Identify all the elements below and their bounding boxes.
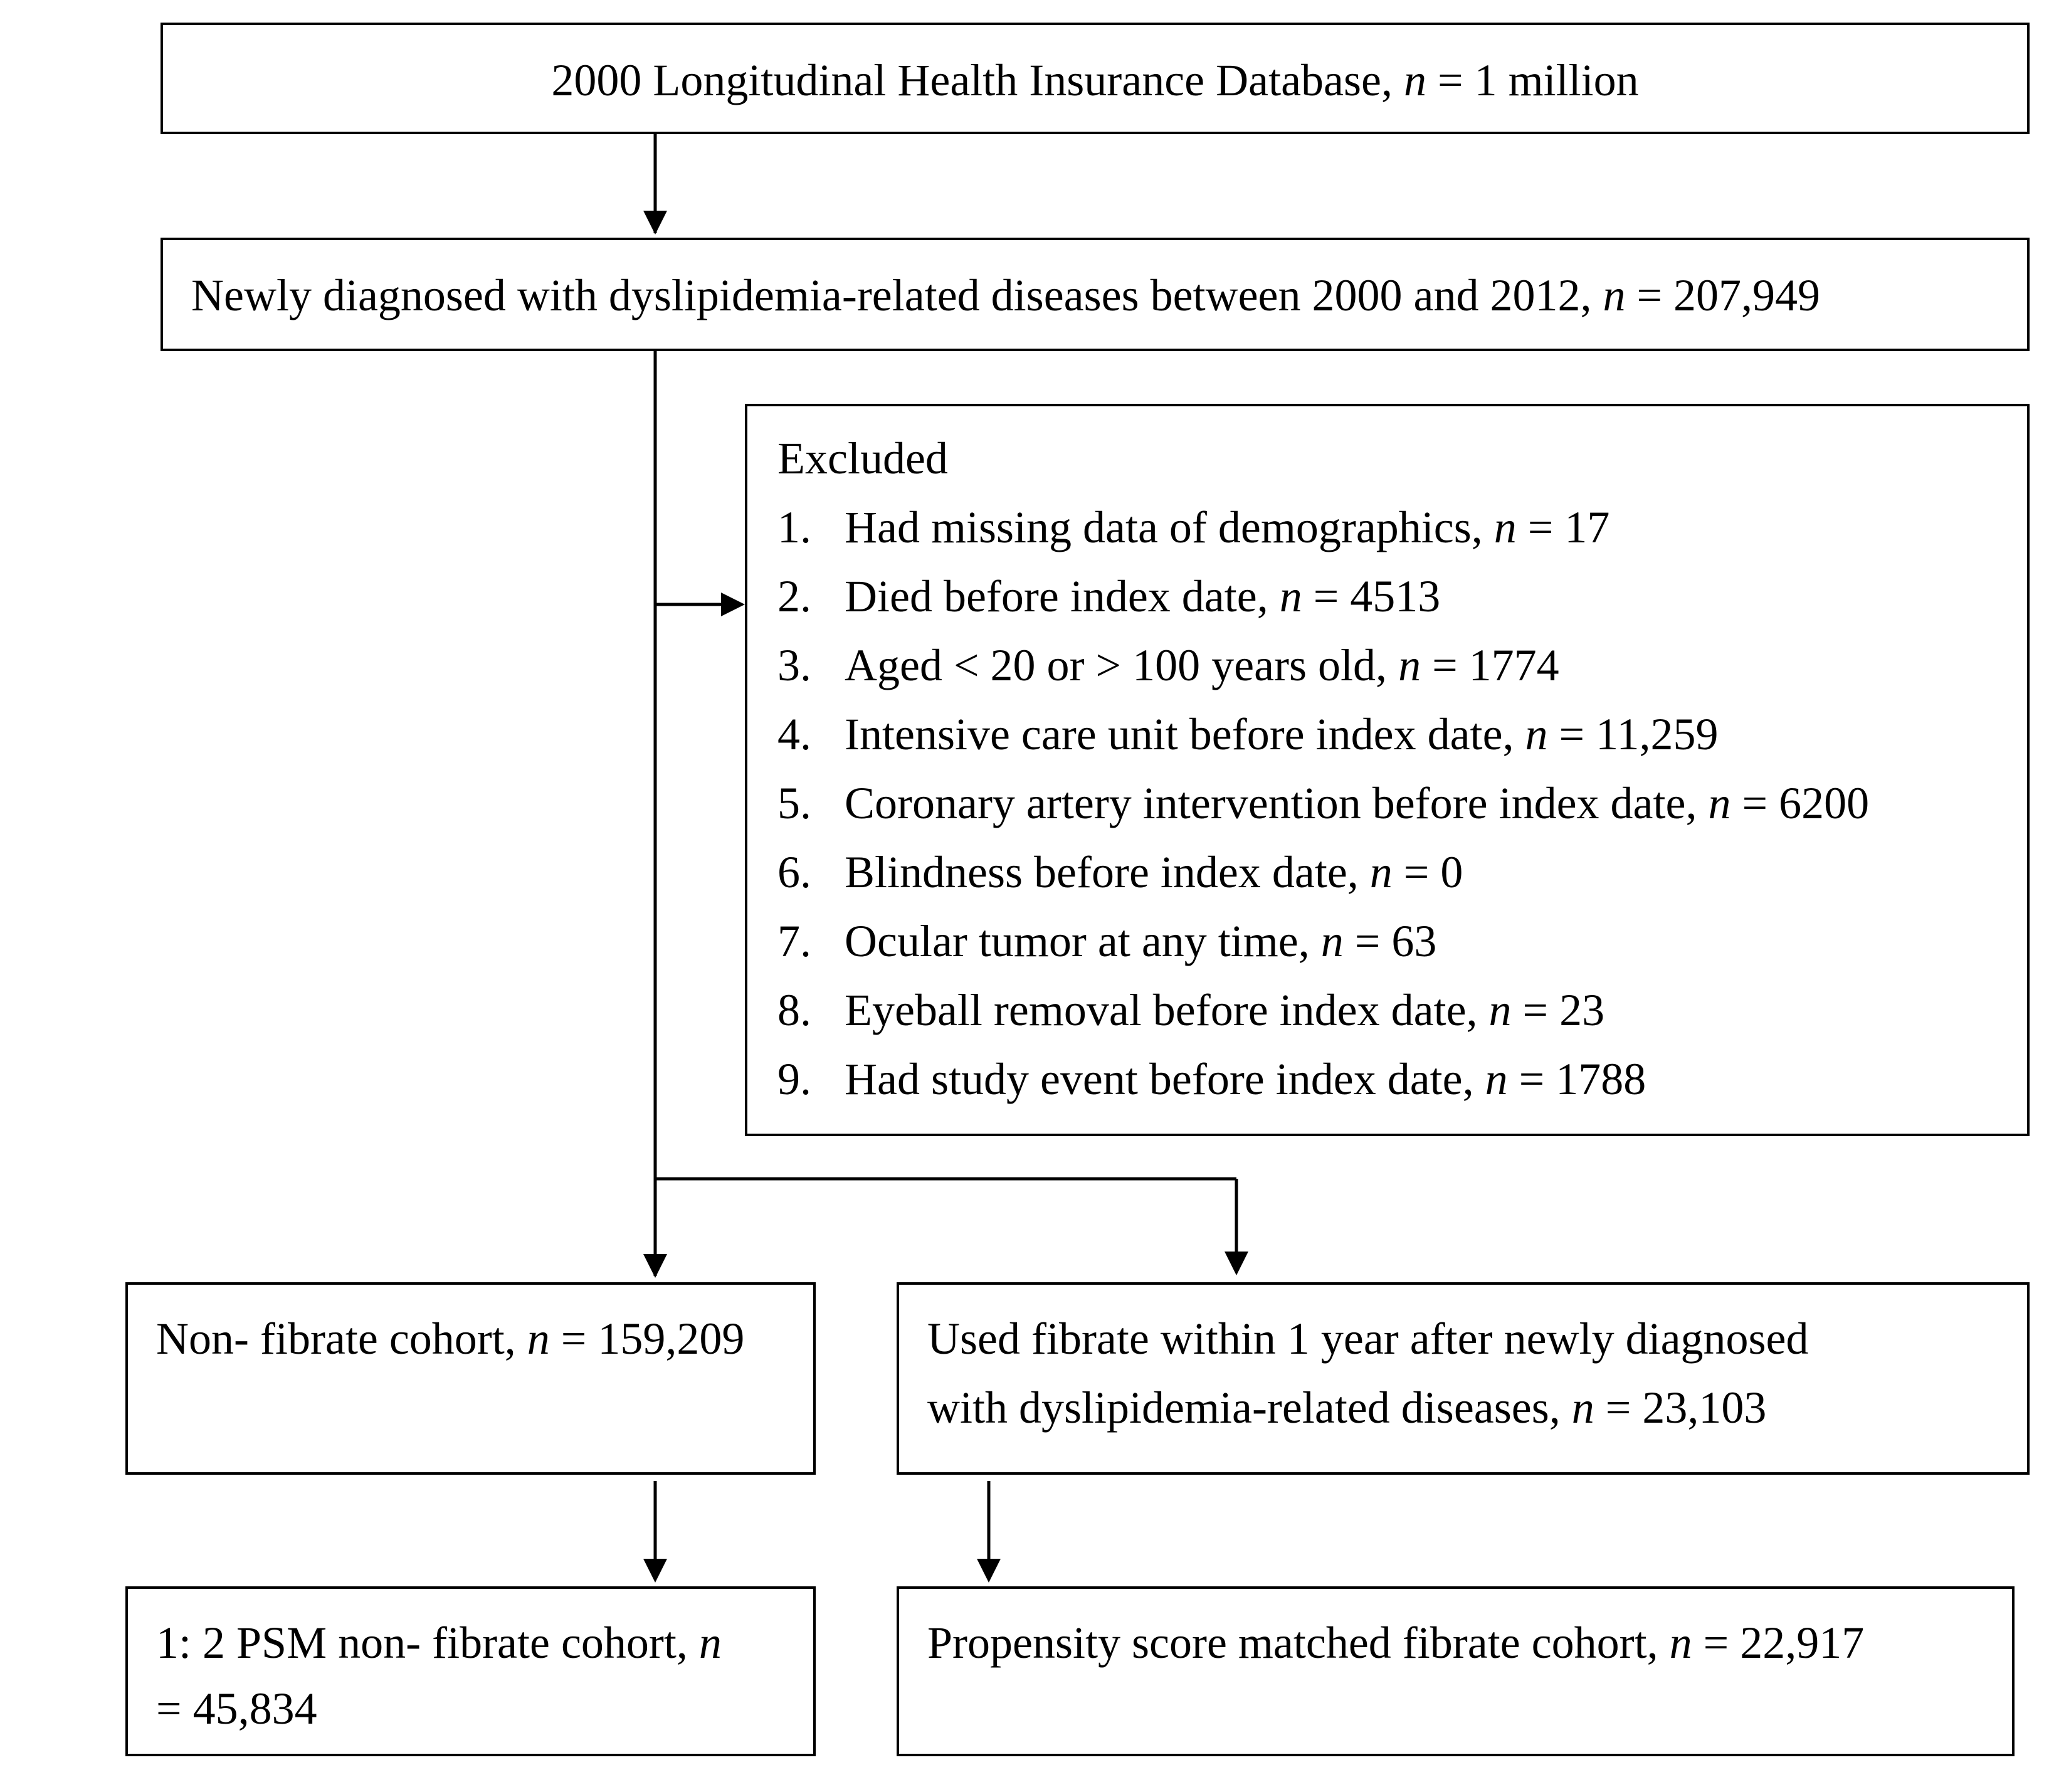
n-label: n — [698, 1618, 722, 1668]
excluded-item-text — [845, 640, 1559, 692]
excluded-item-number: 4. — [777, 709, 811, 759]
n-label: n — [1525, 709, 1548, 759]
diagnosed-box — [161, 238, 2030, 351]
fibrate-count: = 23,103 — [1594, 1383, 1767, 1433]
excluded-reason: Blindness before index date, — [845, 847, 1370, 897]
excluded-item-text — [845, 1053, 1646, 1105]
excluded-count: = 63 — [1343, 916, 1437, 966]
excluded-item-number: 1. — [777, 502, 811, 552]
arrowhead — [643, 211, 667, 235]
non-fibrate-label — [156, 1314, 745, 1364]
excluded-reason: Intensive care unit before index date, — [845, 709, 1525, 759]
excluded-count: = 17 — [1516, 502, 1610, 552]
excluded-item-number: 6. — [777, 847, 811, 897]
excluded-item-number: 8. — [777, 985, 811, 1035]
excluded-item-text — [845, 571, 1440, 623]
excluded-item-text — [845, 777, 1869, 830]
psm-fibrate-box — [897, 1586, 2015, 1756]
psm-non-fibrate-line-1 — [156, 1618, 722, 1668]
arrowhead — [1225, 1252, 1248, 1275]
diagnosed-count: = 207,949 — [1625, 270, 1821, 320]
excluded-box — [745, 404, 2030, 1136]
database-count: = 1 million — [1426, 55, 1639, 105]
excluded-item-number: 5. — [777, 778, 811, 828]
arrowhead — [721, 593, 745, 616]
excluded-count: = 1774 — [1421, 640, 1559, 690]
diagnosed-text: Newly diagnosed with dyslipidemia-related diseases between 2000 and 2012, — [191, 270, 1603, 320]
excluded-item-text — [845, 709, 1718, 761]
fibrate-line-2 — [927, 1383, 1767, 1433]
excluded-title: Excluded — [777, 433, 948, 483]
n-label: n — [527, 1314, 550, 1364]
excluded-count: = 1788 — [1507, 1054, 1646, 1104]
fibrate-text: with dyslipidemia-related diseases, — [927, 1383, 1572, 1433]
excluded-item-number: 9. — [777, 1054, 811, 1104]
fibrate-line-1: Used fibrate within 1 year after newly diagnosed — [927, 1314, 1809, 1364]
database-text: 2000 Longitudinal Health Insurance Database, — [551, 55, 1404, 105]
excluded-count: = 6200 — [1730, 778, 1870, 828]
n-label: n — [1369, 847, 1393, 897]
excluded-reason: Ocular tumor at any time, — [845, 916, 1321, 966]
excluded-count: = 11,259 — [1547, 709, 1719, 759]
excluded-reason: Aged < 20 or > 100 years old, — [845, 640, 1399, 690]
fibrate-box — [897, 1282, 2030, 1475]
psm-non-fibrate-box — [125, 1586, 816, 1756]
excluded-reason: Coronary artery intervention before index date, — [845, 778, 1709, 828]
n-label: n — [1488, 985, 1512, 1035]
n-label: n — [1571, 1383, 1594, 1433]
arrowhead — [643, 1559, 667, 1583]
n-label: n — [1403, 55, 1426, 105]
n-label: n — [1603, 270, 1626, 320]
non-fibrate-text: Non- fibrate cohort, — [156, 1314, 527, 1364]
excluded-item-number: 7. — [777, 916, 811, 966]
psm-non-fibrate-text: 1: 2 PSM non- fibrate cohort, — [156, 1618, 699, 1668]
excluded-reason: Died before index date, — [845, 571, 1280, 621]
excluded-reason: Had study event before index date, — [845, 1054, 1485, 1104]
database-label — [163, 55, 2027, 105]
non-fibrate-count: = 159,209 — [549, 1314, 745, 1364]
excluded-count: = 0 — [1392, 847, 1463, 897]
psm-fibrate-count: = 22,917 — [1692, 1618, 1865, 1668]
n-label: n — [1708, 778, 1731, 828]
database-box — [161, 23, 2030, 134]
excluded-item-text — [845, 984, 1604, 1036]
n-label: n — [1493, 502, 1517, 552]
excluded-count: = 23 — [1511, 985, 1605, 1035]
psm-fibrate-label — [927, 1618, 1865, 1668]
excluded-item-number: 3. — [777, 640, 811, 690]
excluded-item-text — [845, 846, 1463, 899]
n-label: n — [1320, 916, 1344, 966]
non-fibrate-box — [125, 1282, 816, 1475]
n-label: n — [1669, 1618, 1692, 1668]
excluded-item-text — [845, 502, 1609, 554]
n-label: n — [1485, 1054, 1508, 1104]
diagnosed-label — [191, 270, 1821, 320]
excluded-reason: Eyeball removal before index date, — [845, 985, 1489, 1035]
excluded-count: = 4513 — [1302, 571, 1441, 621]
arrowhead — [643, 1254, 667, 1278]
arrowhead — [977, 1559, 1001, 1583]
psm-fibrate-text: Propensity score matched fibrate cohort, — [927, 1618, 1670, 1668]
excluded-item-number: 2. — [777, 571, 811, 621]
n-label: n — [1398, 640, 1421, 690]
excluded-reason: Had missing data of demographics, — [845, 502, 1494, 552]
excluded-item-text — [845, 915, 1436, 967]
n-label: n — [1279, 571, 1302, 621]
psm-non-fibrate-count: = 45,834 — [156, 1684, 317, 1734]
